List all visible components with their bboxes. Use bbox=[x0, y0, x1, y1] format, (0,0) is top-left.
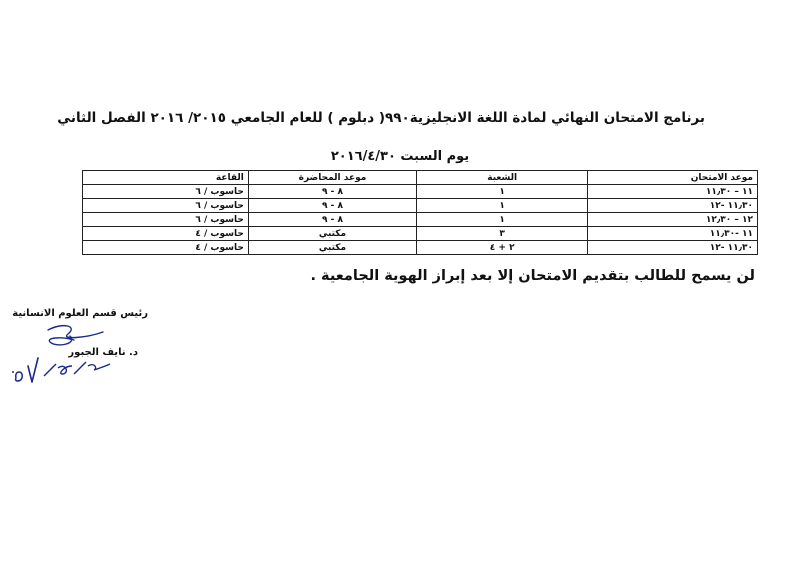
cell-exam-time: ١٢ – ١٢٫٣٠ bbox=[588, 213, 758, 227]
cell-exam-time: ١١ -١١٫٣٠ bbox=[588, 227, 758, 241]
cell-section: ٢ + ٤ bbox=[417, 241, 588, 255]
header-lecture-time: موعد المحاضرة bbox=[248, 171, 416, 185]
table-row bbox=[83, 241, 758, 255]
table-row bbox=[83, 185, 758, 199]
exam-schedule-table bbox=[82, 170, 758, 255]
cell-lecture-time: مكتبي bbox=[248, 241, 416, 255]
cell-section: ١ bbox=[417, 185, 588, 199]
cell-hall: حاسوب / ٤ bbox=[83, 241, 249, 255]
table-row bbox=[83, 199, 758, 213]
cell-lecture-time: ٨ - ٩ bbox=[248, 199, 416, 213]
handwritten-signature bbox=[8, 318, 128, 388]
cell-hall: حاسوب / ٦ bbox=[83, 185, 249, 199]
exam-day: يوم السبت ٢٠١٦/٤/٣٠ bbox=[330, 149, 470, 164]
header-exam-time: موعد الامتحان bbox=[588, 171, 758, 185]
header-section: الشعبة bbox=[417, 171, 588, 185]
cell-section: ١ bbox=[417, 213, 588, 227]
cell-lecture-time: ٨ - ٩ bbox=[248, 213, 416, 227]
cell-lecture-time: مكتبي bbox=[248, 227, 416, 241]
cell-hall: حاسوب / ٤ bbox=[83, 227, 249, 241]
cell-hall: حاسوب / ٦ bbox=[83, 213, 249, 227]
table-row bbox=[83, 213, 758, 227]
cell-exam-time: ١١٫٣٠ -١٢ bbox=[588, 199, 758, 213]
cell-section: ١ bbox=[417, 199, 588, 213]
table-header-row bbox=[83, 171, 758, 185]
signatory-name: د. نايف الجبور bbox=[68, 347, 138, 358]
id-requirement-note: لن يسمح للطالب بتقديم الامتحان إلا بعد إبراز الهوية الجامعية . bbox=[310, 268, 755, 284]
cell-exam-time: ١١٫٣٠ -١٢ bbox=[588, 241, 758, 255]
document-title: برنامج الامتحان النهائي لمادة اللغة الانجليزية٩٩٠( دبلوم ) للعام الجامعي ٢٠١٥/ ٢٠١٦ الفصل الثاني bbox=[57, 110, 705, 126]
table-row bbox=[83, 227, 758, 241]
department-head-title: رئيس قسم العلوم الانسانية bbox=[12, 308, 148, 319]
header-hall: القاعة bbox=[83, 171, 249, 185]
cell-lecture-time: ٨ - ٩ bbox=[248, 185, 416, 199]
cell-section: ٣ bbox=[417, 227, 588, 241]
cell-exam-time: ١١ – ١١٫٣٠ bbox=[588, 185, 758, 199]
cell-hall: حاسوب / ٦ bbox=[83, 199, 249, 213]
